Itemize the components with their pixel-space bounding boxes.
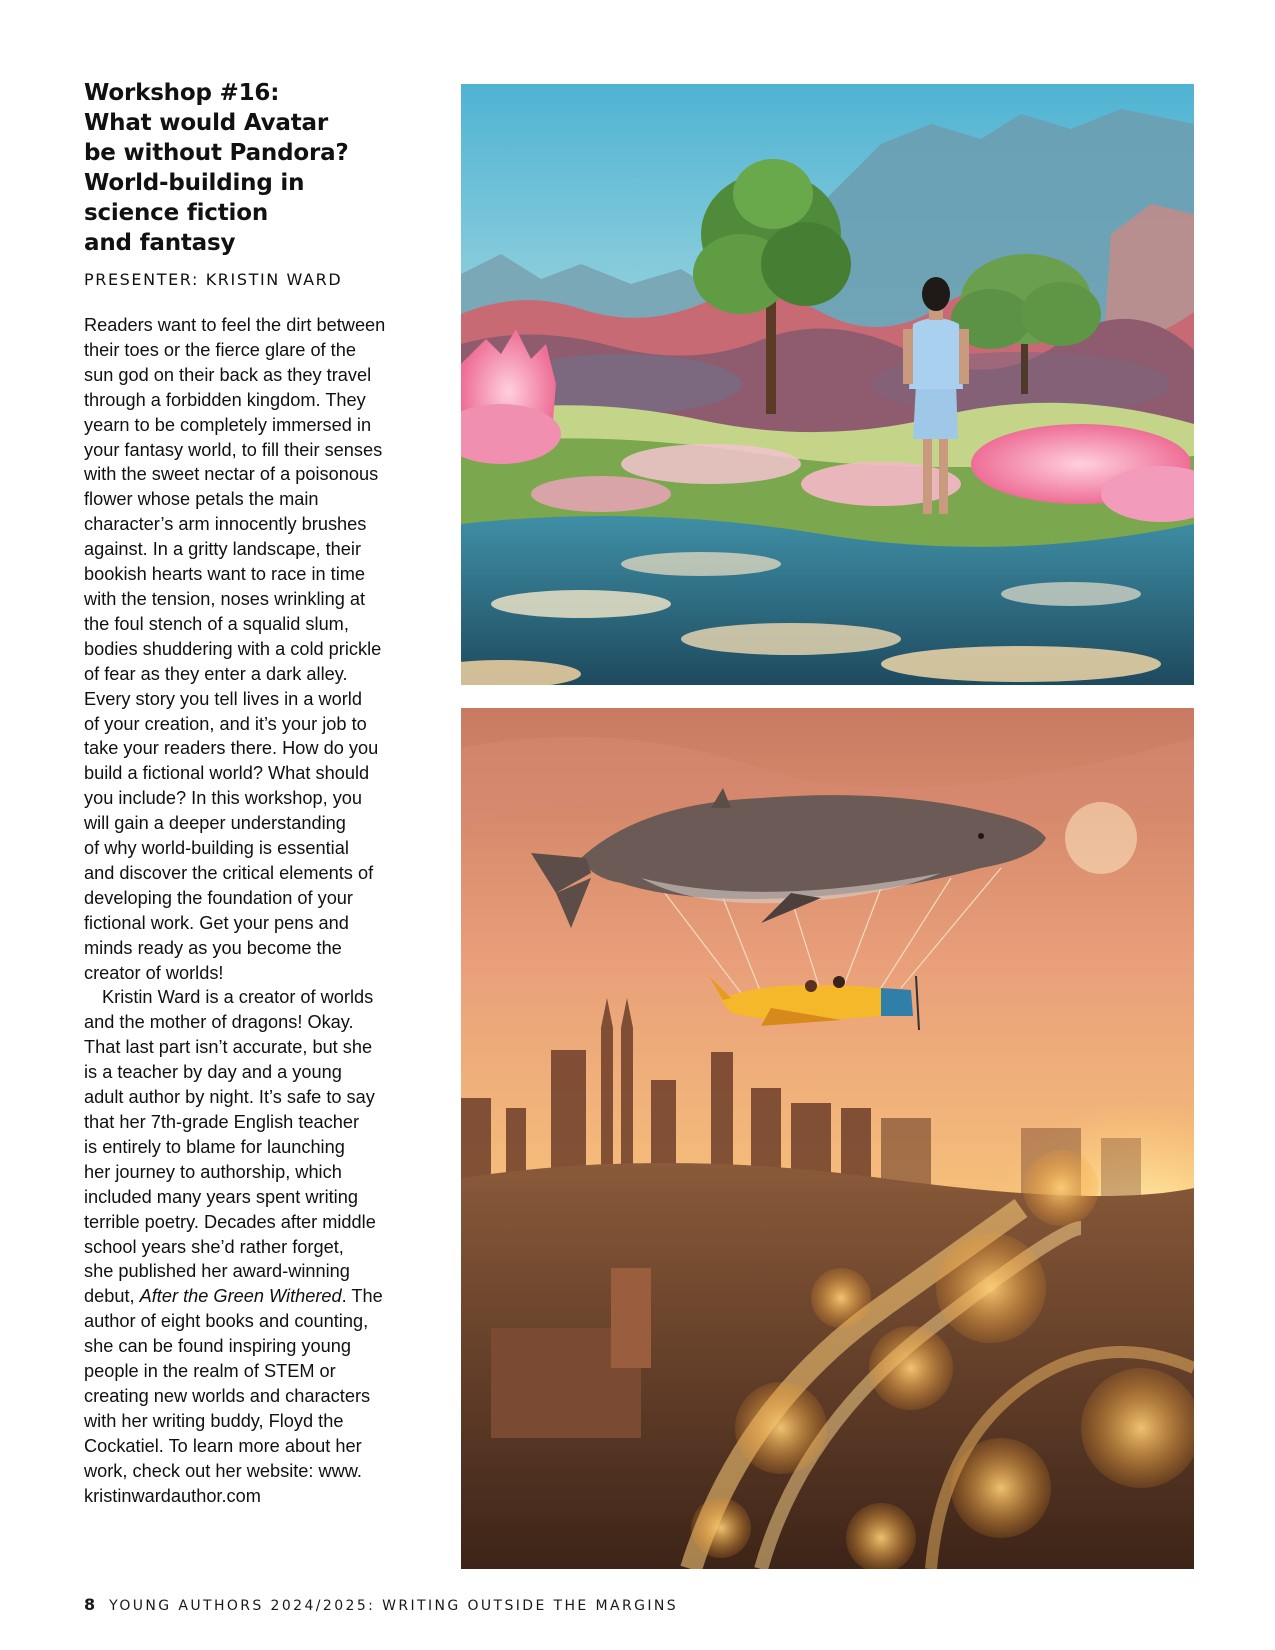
publication-title: YOUNG AUTHORS 2024/2025: WRITING OUTSIDE THE MARGINS [109,1598,679,1614]
text-line: That last part isn’t accurate, but she [84,1037,373,1058]
workshop-description [84,313,424,985]
text-line: with the tension, noses wrinkling at [84,588,366,609]
article-column [84,78,424,1509]
fantasy-landscape-illustration [461,84,1194,685]
article-body [84,313,424,1509]
text-line: that her 7th-grade English teacher [84,1112,360,1132]
text-line: fictional work. Get your pens and [84,912,349,933]
text-line: Every story you tell lives in a world [84,688,362,709]
text-line: with her writing buddy, Floyd the [84,1410,344,1431]
text-line: is a teacher by day and a young [84,1062,342,1083]
text-line: of why world-building is essential [84,838,349,859]
fantasy-landscape-photo [461,84,1194,685]
text-line: flower whose petals the main [84,489,319,510]
text-line: author of eight books and counting, [84,1311,369,1332]
page-footer [84,1595,678,1614]
title-line: be without Pandora? [84,140,349,166]
text-line: you include? In this workshop, you [84,788,363,809]
text-line: bookish hearts want to race in time [84,564,366,585]
presenter-bio [84,985,424,1508]
text-line: your fantasy world, to fill their senses [84,439,383,460]
title-line: World-building in [84,170,305,196]
debut-suffix: . The [341,1286,383,1307]
text-line: yearn to be completely immersed in [84,414,372,435]
text-line: with the sweet nectar of a poisonous [84,464,379,485]
text-line: build a fictional world? What should [84,763,370,784]
text-line: minds ready as you become the [84,937,342,958]
text-line-debut [84,1284,424,1309]
title-line: and fantasy [84,230,236,256]
text-line: terrible poetry. Decades after middle [84,1211,376,1232]
text-line: bodies shuddering with a cold prickle [84,638,382,659]
text-line: Cockatiel. To learn more about her [84,1435,362,1456]
text-line: character’s arm innocently brushes [84,514,367,535]
text-line: take your readers there. How do you [84,738,379,759]
text-line: people in the realm of STEM or [84,1361,336,1382]
text-line: her journey to authorship, which [84,1161,342,1182]
text-line: is entirely to blame for launching [84,1136,345,1157]
text-line: sun god on their back as they travel [84,364,372,385]
text-line: work, check out her website: www. [84,1460,362,1481]
text-line: Kristin Ward is a creator of worlds [102,987,374,1008]
text-line: school years she’d rather forget, [84,1236,344,1257]
title-line: science fiction [84,200,268,226]
book-title: After the Green Withered [139,1286,342,1307]
title-line: Workshop #16: [84,80,280,106]
text-line: included many years spent writing [84,1186,358,1207]
text-line: against. In a gritty landscape, their [84,539,362,560]
text-line: the foul stench of a squalid slum, [84,613,349,634]
text-line: she published her award-winning [84,1261,350,1282]
text-line: creator of worlds! [84,962,224,983]
page-number: 8 [84,1595,96,1614]
debut-prefix: debut, [84,1286,140,1307]
text-line: she can be found inspiring young [84,1336,351,1357]
text-line: and the mother of dragons! Okay. [84,1012,354,1033]
website-url: kristinwardauthor.com [84,1485,261,1506]
text-line: will gain a deeper understanding [84,813,346,834]
text-line: of fear as they enter a dark alley. [84,663,348,684]
text-line: and discover the critical elements of [84,862,374,883]
text-line: Readers want to feel the dirt between [84,315,386,335]
presenter-line: PRESENTER: KRISTIN WARD [84,270,343,289]
text-line: of your creation, and it’s your job to [84,713,367,734]
text-line: developing the foundation of your [84,887,353,908]
text-line: creating new worlds and characters [84,1385,371,1406]
text-line: through a forbidden kingdom. They [84,389,366,410]
workshop-title [84,78,424,258]
text-line: their toes or the fierce glare of the [84,339,356,360]
text-line: adult author by night. It’s safe to say [84,1087,375,1108]
whale-city-illustration [461,708,1194,1569]
title-line: What would Avatar [84,110,328,136]
whale-airship-photo [461,708,1194,1569]
